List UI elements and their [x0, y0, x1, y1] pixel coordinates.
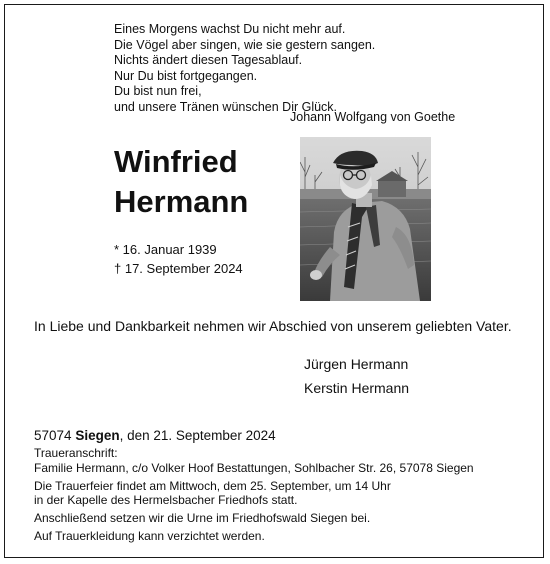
dress-info: Auf Trauerkleidung kann verzichtet werden. — [34, 528, 265, 543]
poem-line: Die Vögel aber singen, wie sie gestern sangen. — [114, 37, 376, 52]
date: , den 21. September 2024 — [119, 428, 276, 443]
poem-line: Nur Du bist fortgegangen. — [114, 68, 258, 83]
poem-line: Du bist nun frei, — [114, 84, 202, 99]
portrait-photo — [300, 137, 431, 301]
address-label: Traueranschrift: — [34, 446, 118, 460]
burial-info: Anschließend setzen wir die Urne im Friedhofswald Siegen bei. — [34, 511, 371, 526]
life-dates — [114, 240, 243, 278]
deceased-name — [114, 142, 248, 222]
poem-author: Johann Wolfgang von Goethe — [290, 110, 456, 124]
postcode: 57074 — [34, 428, 72, 443]
signers — [304, 352, 409, 400]
city: Siegen — [75, 428, 120, 443]
funeral-info — [34, 446, 474, 544]
poem-line: und unsere Tränen wünschen Dir Glück. — [114, 99, 338, 114]
poem-line: Eines Morgens wachst Du nicht mehr auf. — [114, 22, 346, 36]
mourning-address: Familie Hermann, c/o Volker Hoof Bestattungen, Sohlbacher Str. 26, 57078 Siegen — [34, 460, 474, 475]
place-date — [34, 428, 276, 443]
service-info-line: in der Kapelle des Hermelsbacher Friedhofs statt. — [34, 493, 298, 508]
farewell-text: In Liebe und Dankbarkeit nehmen wir Abschied von unserem geliebten Vater. — [34, 318, 512, 334]
poem — [114, 22, 375, 116]
death-date: † 17. September 2024 — [114, 261, 243, 276]
deceased-last-name: Hermann — [114, 184, 249, 219]
signer-name: Jürgen Hermann — [304, 356, 409, 372]
service-info-line: Die Trauerfeier findet am Mittwoch, dem 25. September, um 14 Uhr — [34, 478, 391, 493]
deceased-first-name: Winfried — [114, 144, 238, 179]
birth-date: * 16. Januar 1939 — [114, 242, 217, 257]
poem-line: Nichts ändert diesen Tagesablauf. — [114, 53, 303, 68]
signer-name: Kerstin Hermann — [304, 380, 410, 396]
